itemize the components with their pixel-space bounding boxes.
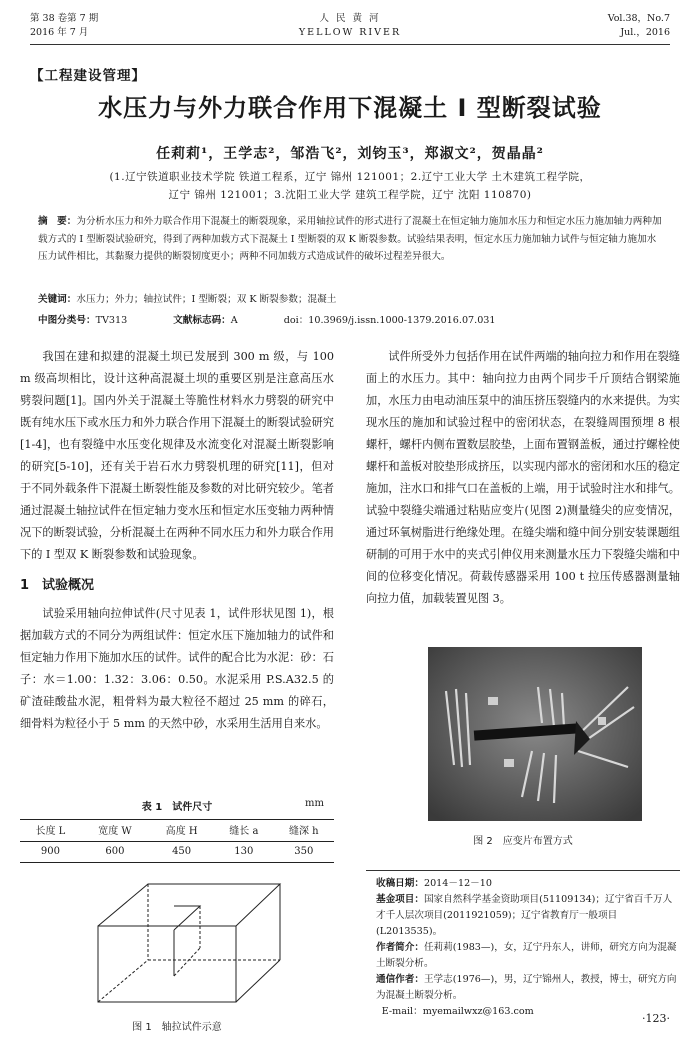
right-column [366,346,680,610]
volume-issue-en: Vol.38，No.7 [607,13,670,24]
abstract-text: 为分析水压力和外力联合作用下混凝土的断裂现象，采用轴拉试件的形式进行了混凝土在恒定轴力施加水压力和恒定水压力施加轴力两种加载方式的 I 型断裂试验研究，得到了两种加载方式下混凝土 I 型断裂的双 K 断裂参数。试验结果表明，恒定水压力施加轴力试件与恒定轴力施加水压力试件相比，其黏聚力提供的断裂韧度更小；两种不同加载方式造成试件的破坏过程差异很大。 [38,216,662,262]
body-paragraph: 试验采用轴向拉伸试件(尺寸见表 1，试件形状见图 1)，根据加载方式的不同分为两组试件：恒定水压下施加轴力的试件和恒定轴力作用下施加水压的试件。试件的配合比为水泥：砂：石子：水＝1.00：1.32：3.06：0.50。水泥采用 P.S.A32.5 的矿渣硅酸盐水泥，粗骨料为最大粒径不超过 25 mm 的碎石，细骨料为粒径小于 5 mm 的天然中砂，水采用生活用自来水。 [20,607,334,730]
affiliations [40,168,660,204]
journal-name-cn: 人 民 黄 河 [319,13,381,24]
section-heading: 1 试验概况 [20,578,95,593]
author-bio-label: 作者简介： [376,942,424,953]
journal-name-en: YELLOW RIVER [298,27,402,38]
table-cell: 350 [274,842,334,863]
table-header: 宽度 W [81,820,149,842]
affiliation-line: 辽宁 锦州 121001；3.沈阳工业大学 建筑工程学院，辽宁 沈阳 110870) [168,189,532,201]
section-tag: 【工程建设管理】 [30,68,146,84]
doc-code-label: 文献标志码： [173,315,231,326]
author-bio: 任莉莉(1983—)，女，辽宁丹东人，讲师，研究方向为混凝土断裂分析。 [376,942,677,969]
running-header [30,12,670,42]
journal-issue-en [608,12,670,40]
table-unit: mm [305,798,324,809]
article-title: 水压力与外力联合作用下混凝土 I 型断裂试验 [98,94,602,122]
corresponding-label: 通信作者： [376,974,424,985]
fund-text: 国家自然科学基金资助项目(51109134)；辽宁省百千万人才千人层次项目(2011921059)；辽宁省教育厅一般项目(L2013535)。 [376,894,673,937]
doi-link[interactable]: doi：10.3969/j.issn.1000-1379.2016.07.031 [283,315,496,326]
journal-name [30,12,670,40]
clc-label: 中图分类号： [38,315,96,326]
table-cell: 450 [149,842,214,863]
specimen-size-table [20,819,334,863]
box-bottom-edge [236,960,280,1002]
keywords-label: 关键词： [38,294,77,305]
footnote-rule [366,870,680,871]
doc-code-value: A [230,315,238,326]
figure2-caption: 图 2 应变片布置方式 [473,836,573,847]
author-list: 任莉莉¹，王学志²，邹浩飞²，刘钧玉³，郑淑文²，贺晶晶² [156,146,544,162]
table-header: 长度 L [20,820,81,842]
page-number: ·123· [642,1012,670,1025]
intro-paragraph: 我国在建和拟建的混凝土坝已发展到 300 m 级，与 100 m 级高坝相比，设计这种高混凝土坝的重要区别是注意高压水劈裂问题[1]。国内外关于混凝土等脆性材料水力劈裂的研究中既有纯水压下或水压力和外力联合作用下混凝土的断裂试验研究[1-4]，也有裂缝中水压变化规律及水流变化对混凝土断裂影响的研究[5-10]，还有关于岩石水力劈裂机理的研究[11]，但对于不同外载条件下混凝土断裂性能及参数的对比研究较少。笔者通过混凝土轴拉试件在恒定轴力变水压和恒定水压变轴力两种情况下的断裂试验，分析混凝土在两种不同水压力和外力联合作用下的 I 型双 K 断裂参数和试验现象。 [20,350,334,561]
table-header: 高度 H [149,820,214,842]
affiliation-line: (1.辽宁铁道职业技术学院 铁道工程系，辽宁 锦州 121001；2.辽宁工业大学 土木建筑工程学院， [109,171,591,183]
classification-line [38,312,662,326]
footnote [376,876,680,1020]
table-title: 表 1 试件尺寸 [141,802,213,813]
body-paragraph: 试件所受外力包括作用在试件两端的轴向拉力和作用在裂缝面上的水压力。其中：轴向拉力由两个同步千斤顶结合钢梁施加，水压力由电动油压泵中的油压挤压裂缝内的水来提供。为实现水压的施加和试验过程中的密闭状态，在裂缝周围预埋 8 根螺杆，螺杆内侧布置数层胶垫，上面布置钢盖板，通过拧螺栓使螺杆和盖板对胶垫形成挤压，以实现内部水的密闭和水压的稳定施加，注水口和排气口在盖板的上端，用于试验时注水和排气。试验中裂缝尖端通过粘贴应变片(见图 2)测量缝尖的应变情况，通过环氧树脂进行绝缘处理。在缝尖端和缝中间分别安装课题组研制的可用于水中的夹式引伸仪用来测量水压力下裂缝尖端和中间的位移变化情况。荷载传感器采用 100 t 拉压传感器测量轴向拉力值，加载装置见图 3。 [366,350,680,605]
corresponding-author: 王学志(1976—)，男，辽宁锦州人，教授，博士，研究方向为混凝土断裂分析。 [376,974,677,1001]
keywords [38,291,662,305]
specimen-diagram [90,868,290,1014]
header-rule [30,44,670,45]
box-front-face [98,926,236,1002]
received-label: 收稿日期： [376,878,424,889]
notch-hidden [174,948,200,976]
issue-date: 2016 年 7 月 [30,27,89,38]
clc-value: TV313 [95,315,128,326]
abstract [38,213,662,266]
figure1-caption: 图 1 轴拉试件示意 [132,1022,222,1033]
table-cell: 900 [20,842,81,863]
left-column [20,346,334,735]
abstract-label: 摘 要： [38,216,77,227]
email-link[interactable]: E-mail：myemailwxz@163.com [381,1006,534,1017]
volume-issue: 第 38 卷第 7 期 [30,13,99,24]
fund-label: 基金项目： [376,894,424,905]
received-date: 2014－12－10 [423,878,492,889]
keywords-text: 水压力；外力；轴拉试件；I 型断裂；双 K 断裂参数；混凝土 [76,294,337,305]
table-cell: 600 [81,842,149,863]
table-header: 缝深 h [274,820,334,842]
table-header: 缝长 a [214,820,273,842]
issue-date-en: Jul.，2016 [620,27,670,38]
table-row [20,842,334,863]
hidden-edge [98,960,148,1002]
box-top-face [98,884,280,926]
strain-gauge-photo [428,647,642,821]
table-cell: 130 [214,842,273,863]
